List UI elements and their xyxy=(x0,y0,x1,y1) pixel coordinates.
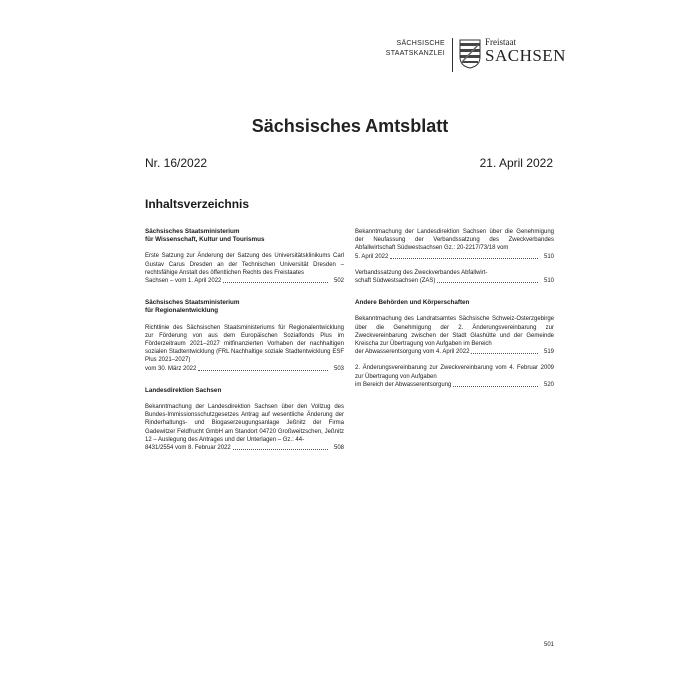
staatskanzlei-label xyxy=(386,39,445,59)
toc-section xyxy=(145,228,345,285)
saxony-crest-icon xyxy=(459,39,481,69)
toc-heading: Inhaltsverzeichnis xyxy=(145,197,250,211)
section-subheading: für Regionalentwicklung xyxy=(145,307,219,315)
section-heading: Landesdirektion Sachsen xyxy=(145,386,222,394)
document-title: Sächsisches Amtsblatt xyxy=(251,116,449,136)
toc-section xyxy=(145,387,345,452)
toc-entry[interactable] xyxy=(145,252,345,285)
toc-entry-lastline: 8431/2554 vom 8. Februar 2022 xyxy=(145,445,231,452)
toc-page-ref: 510 xyxy=(543,253,554,260)
toc-entry-text: Bekanntmachung der Landesdirektion Sachsen über die Genehmigung der Neufassung der Verbandssatzung des Zweckverbandes Abfallwirtschaft Südwestsachsen Gz.: 20-2217/73/18 vom xyxy=(355,229,554,252)
toc-entry[interactable] xyxy=(355,315,555,356)
leader-dots xyxy=(390,257,538,259)
toc-page-ref: 510 xyxy=(543,278,554,285)
toc-entry[interactable] xyxy=(145,403,345,452)
toc-page-ref: 502 xyxy=(333,278,344,285)
toc-entry-text: Bekanntmachung des Landratsamtes Sächsische Schweiz-Osterzgebirge über die Genehmigung der 2. Änderungsvereinbarung zur Zweckvereinbarung zwischen der Stadt Glashütte und der Gemeinde Kreischa zur Übertragung von Aufgaben im Bereich xyxy=(355,316,554,348)
toc-left-column xyxy=(145,228,345,452)
toc-entry-lastline: schaft Südwestsachsen (ZAS) xyxy=(355,278,436,285)
toc-entry-lastline: 5. April 2022 xyxy=(355,253,389,260)
header-logo xyxy=(383,36,566,76)
leader-dots xyxy=(437,281,538,283)
section-heading: Sächsisches Staatsministerium xyxy=(145,299,240,307)
freistaat-sachsen-label xyxy=(485,37,566,65)
leader-dots xyxy=(453,385,538,387)
toc-entry[interactable] xyxy=(145,324,345,373)
toc-page-ref: 519 xyxy=(543,349,554,356)
logo-left-line1: SÄCHSISCHE xyxy=(396,40,445,47)
toc-entry[interactable] xyxy=(355,364,555,389)
toc-entry-lastline: im Bereich der Abwasserentsorgung xyxy=(355,381,452,388)
logo-left-line2: STAATSKANZLEI xyxy=(385,50,445,57)
logo-divider xyxy=(452,38,453,72)
toc-section xyxy=(145,299,345,373)
leader-dots xyxy=(198,369,328,371)
leader-dots xyxy=(223,281,328,283)
toc-section xyxy=(355,299,555,389)
toc-entry[interactable] xyxy=(355,269,555,285)
toc-page-ref: 503 xyxy=(333,365,344,372)
leader-dots xyxy=(233,448,328,450)
toc-entry-text: Erste Satzung zur Änderung der Satzung des Universitätsklinikums Carl Gustav Carus Dresden an der Technischen Universität Dresden – rechtsfähige Anstalt des öffentlichen Rechts des Freistaates xyxy=(145,253,344,276)
logo-right-line2: SACHSEN xyxy=(485,46,566,65)
logo-right-line1: Freistaat xyxy=(485,37,516,47)
toc-entry[interactable] xyxy=(355,228,555,261)
page-number: 501 xyxy=(543,642,554,648)
toc-entry-lastline: der Abwasserentsorgung vom 4. April 2022 xyxy=(355,349,470,356)
issue-number: Nr. 16/2022 xyxy=(145,156,208,170)
toc-entry-lastline: vom 30. März 2022 xyxy=(145,365,197,372)
section-heading: Sächsisches Staatsministerium xyxy=(145,228,240,235)
section-subheading: für Wissenschaft, Kultur und Tourismus xyxy=(145,236,265,244)
toc-page-ref: 520 xyxy=(543,381,554,388)
issue-date: 21. April 2022 xyxy=(479,156,553,170)
toc-entry-text: Verbandssatzung des Zweckverbandes Abfallwirt- xyxy=(355,269,488,276)
toc-page-ref: 508 xyxy=(333,445,344,452)
section-heading: Andere Behörden und Körperschaften xyxy=(355,299,470,307)
toc-entry-lastline: Sachsen – vom 1. April 2022 xyxy=(145,278,222,285)
leader-dots xyxy=(471,352,538,354)
toc-entry-text: 2. Änderungsvereinbarung zur Zweckvereinbarung vom 4. Februar 2009 zur Übertragung von Aufgaben xyxy=(355,365,554,380)
toc-entry-text: Richtlinie des Sächsischen Staatsministeriums für Regionalentwicklung zur Förderung von aus dem Europäischen Sozialfonds Plus im Förderzeitraum 2021–2027 mitfinanzierten Vorhaben der nachhaltigen sozialen Stadtentwicklung (FRL Nachhaltige soziale Stadtentwicklung ESF Plus 2021–2027) xyxy=(145,324,344,364)
toc-entry-text: Bekanntmachung der Landesdirektion Sachsen über den Vollzug des Bundes-Immissionsschutzgesetzes Antrag auf wesentliche Änderung der Rinderhaltungs- und Biogaserzeugungsanlage Jeßnitz der Firma Gadewitzer Feldfrucht GmbH am Standort 04720 Großweitzschen, Jeßnitz 12 – Auslegung des Antrages und der Unterlagen – Gz.: 44- xyxy=(145,404,344,443)
toc-right-column xyxy=(355,228,555,389)
